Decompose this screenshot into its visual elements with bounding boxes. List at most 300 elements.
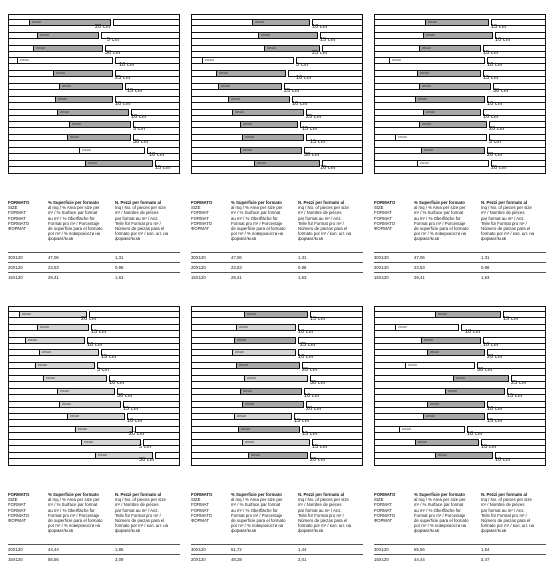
plank-background [374,96,417,103]
plank-background [191,362,238,369]
formato-header [374,200,395,231]
plank-tile [248,452,308,459]
plank-size-label: 15X120 [28,338,37,342]
pieces-cell: 1,63 [298,275,307,280]
plank-size-label: 30X120 [267,46,276,50]
header-line: FORMAT [191,507,209,513]
table-row [8,262,180,272]
plank-size-label: 30X120 [237,338,246,342]
plank-width-label: 10 cm [115,100,131,107]
plank-tile [43,375,107,382]
plank-size-label: 30X120 [235,110,244,114]
plank-size-label: 30X120 [221,85,230,88]
header-line: формат/м.кв [48,528,74,534]
plank-background [8,349,41,356]
plank-width-label: 5 cm [107,36,120,43]
header-line: Teile für Format pro m² / [115,220,161,226]
plank-width-label: 5 cm [133,126,146,133]
plank-size-label: 30X120 [243,389,252,393]
panel-top-left [8,14,180,174]
pieces-cell: 1,63 [115,275,124,280]
plank-size-label: 20X120 [235,351,244,355]
header-line: FORMATO [191,200,213,205]
plank-tile [53,70,113,77]
header-line: N. Pezzi per formato al [115,200,162,205]
header-line: FORMATO [8,200,30,205]
plank-width-label: 30 cm [117,392,133,399]
header-line: формат/м.кв [298,528,324,534]
header-line: par format au m² / Anz. [115,215,159,221]
plank-width-label: 25 cm [284,88,300,94]
percent-cell: 44,44 [414,557,425,562]
table-row [374,262,546,272]
values-table [191,544,363,564]
header-line: m² / Nombre de pièces [298,210,342,216]
plank-background [191,147,242,154]
plank-width-label: 10 cm [483,341,499,348]
plank-size-label: 30X120 [70,136,79,140]
plank-tile [399,426,465,433]
laying-pattern-diagram [8,14,180,174]
formato-header [8,492,29,523]
header-line: N. Pezzi per formato al [298,200,345,205]
header-line: par format au m² / Anz. [298,215,342,221]
plank-width-label: 30 cm [493,88,509,94]
header-line: FORMATO [8,492,30,497]
plank-tile [234,413,292,420]
header-line: % Superficie per formato [414,492,465,497]
plank-background [8,96,57,103]
pezzi-header [481,200,534,242]
format-cell: 20X120 [374,265,389,270]
plank-width-label: 15 cm [483,49,499,56]
plank-size-label: 30X120 [456,377,465,380]
plank-size-label: 15X120 [420,161,429,165]
format-cell: 15X120 [374,275,389,280]
plank-width-label: 30 cm [139,456,155,463]
header-line: m² / Nombre de pièces [481,210,525,216]
plank-tile [244,375,308,382]
header-line: SIZE [374,205,384,211]
plank-tile [59,401,121,408]
plank-size-label: 30X120 [245,402,254,406]
pieces-cell: 1,31 [298,255,307,260]
plank-tile [242,439,310,446]
plank-size-label: 30X120 [422,123,431,127]
header-line: FORMATO [374,492,396,497]
header-line: формат/м.кв [481,236,507,242]
header-line: FORMAT [374,507,392,513]
header-line: Format pro m² / Porcentaje [231,512,283,518]
plank-tile [419,45,481,52]
format-cell: 20X120 [8,265,23,270]
plank-width-label: 10 cm [119,62,135,69]
header-line: al mq / % Area per size per [414,205,466,211]
header-line: par format au m² / Anz. [115,507,159,513]
plank-width-label: 20 cm [302,367,318,374]
percent-cell: 29,41 [231,275,242,280]
plank-size-label: 20X120 [60,110,69,114]
plank-tile [37,32,99,39]
plank-tile [389,57,485,64]
plank-background [8,362,37,369]
plank-tile [236,362,300,369]
header-line: формат/м.кв [298,236,324,242]
plank-width-label: 25 cm [300,341,316,348]
percent-cell: 47,06 [414,255,425,260]
format-cell: 15X120 [374,557,389,562]
header-line: Número de piezas para el [298,226,348,232]
plank-width-label: 20 cm [489,126,505,133]
plank-width-label: 15 cm [481,444,497,450]
plank-width-label: 20 cm [487,354,503,361]
plank-tile [258,32,318,39]
plank-background [8,32,39,39]
plank-size-label: 20X120 [245,136,254,140]
plank-background [8,375,45,382]
plank-background [374,32,425,39]
plank-tile [234,337,296,344]
percent-cell: 44,44 [48,547,59,552]
plank-size-label: 30X120 [424,149,433,152]
header-line: Teile für Format pro m² / [298,220,344,226]
plank-background [191,70,218,77]
plank-width-label: 15 cm [155,164,171,171]
plank-size-label: 30X120 [261,33,270,37]
plank-background [191,337,236,344]
pieces-cell: 1,44 [298,547,307,552]
header-line: par format au m² / Anz. [481,215,525,221]
plank-background [8,426,77,433]
plank-size-label: 30X120 [251,453,260,457]
header-line: m² / Nombre de pièces [481,502,525,508]
header-line: al mq / % Area per size per [414,497,466,503]
plank-width-label: 10 cm [465,328,481,335]
header-line: de superficie para el formato [231,226,286,232]
plank-size-label: 30X120 [418,441,427,444]
plank-background [191,96,230,103]
superficie-header [414,492,468,534]
plank-tile [216,70,286,77]
header-line: de superficie para el formato [48,226,103,232]
plank-tile [79,147,145,154]
plank-width-label: 20 cm [491,164,507,171]
header-line: al mq / % Area per size per [231,205,283,211]
header-line: Teile für Format pro m² / [115,512,161,518]
header-line: SIZE [8,205,18,211]
plank-background [8,19,31,26]
header-line: de superficie para el formato [48,518,103,524]
header-line: mq / No. of pieces per size [481,205,532,211]
header-line: por m² / % поверхности на [231,523,284,529]
table-row [374,252,546,262]
percent-cell: 48,28 [231,557,242,562]
plank-background [374,375,455,382]
plank-size-label: 30X120 [438,453,447,457]
plank-width-label: 10 cm [296,75,312,82]
plank-background [8,388,59,395]
plank-width-label: 20 cm [81,316,97,322]
plank-tile [419,83,491,90]
header-line: Teile für Format pro m² / [481,512,527,518]
header-line: FORMATO [8,512,30,518]
plank-width-label: 5 cm [97,367,110,374]
plank-size-label: 30X120 [40,33,49,37]
plank-tile [395,324,459,331]
plank-size-label: 30X120 [430,402,439,406]
plank-background [191,388,242,395]
plank-background [191,324,238,331]
format-cell: 15X120 [8,557,23,562]
table-row [8,272,180,282]
header-line: mq / No. of pieces per size [115,205,166,211]
plank-size-label: 30X120 [422,85,431,88]
plank-tile [232,349,296,356]
plank-tile [55,96,113,103]
plank-background [8,452,97,459]
plank-tile [202,57,294,64]
plank-size-label: 20X120 [257,161,266,165]
plank-background [374,337,423,344]
plank-tile [242,134,304,141]
plank-width-label: 10 cm [298,354,314,361]
panel-top-right [374,14,546,174]
plank-width-label: 10 cm [292,100,308,107]
panel-bottom-left [8,306,180,466]
plank-background [374,311,437,318]
percent-cell: 23,53 [48,265,59,270]
plank-background [191,45,266,52]
plank-size-label: 20X120 [237,415,246,419]
pieces-cell: 1,31 [115,255,124,260]
plank-background [8,147,81,154]
header-line: FORMAT [8,210,26,216]
plank-size-label: 15X120 [46,377,55,380]
header-line: de superficie para el formato [414,518,469,524]
header-line: m² / % Surface par format [414,210,464,216]
formato-header [191,492,212,523]
plank-width-label: 20 cm [95,24,111,30]
plank-size-label: 30X120 [424,338,433,342]
header-line: N. Pezzi per formato al [298,492,345,497]
plank-background [374,362,407,369]
plank-width-label: 15 cm [310,316,326,322]
header-line: FORMAT [374,210,392,216]
plank-size-label: 15X120 [84,441,93,444]
header-line: FORMAT [8,507,26,513]
plank-size-label: 30X120 [239,364,248,368]
header-line: formato por m² / кол. шт. на [298,231,351,237]
plank-size-label: 15X120 [40,325,49,329]
header-line: Format pro m² / Porcentaje [48,220,100,226]
plank-tile [33,45,103,52]
header-line: mq / No. of pieces per size [115,497,166,503]
header-line: FORMATO [374,220,396,226]
format-cell: 20X120 [191,265,206,270]
header-line: mq / No. of pieces per size [298,205,349,211]
format-cell: 30X120 [8,255,23,260]
values-table [374,252,546,282]
plank-size-label: 30X120 [422,46,431,50]
table-row [8,252,180,262]
plank-background [191,134,244,141]
plank-tile [427,401,485,408]
plank-width-label: 10 cm [495,36,511,43]
header-line: al mq / % Area per size per [48,205,100,211]
plank-background [322,45,363,52]
header-line: ФОРМАТ [374,226,393,232]
table-row [191,272,363,282]
plank-width-label: 10 cm [487,62,503,69]
plank-background [374,134,397,141]
pezzi-header [298,200,351,242]
header-line: al mq / % Area per size per [48,497,100,503]
superficie-header [48,492,102,534]
plank-background [374,324,397,331]
plank-width-label: 15 cm [302,431,318,438]
header-line: m² / Nombre de pièces [115,502,159,508]
superficie-header [414,200,468,242]
format-cell: 15X120 [191,275,206,280]
pieces-cell: 0,98 [481,265,490,270]
plank-tile [425,19,489,26]
plank-background [374,439,417,446]
plank-background [374,160,419,167]
formato-header [191,200,212,231]
header-line: FORMATO [191,492,213,497]
plank-width-label: 15 cm [127,88,143,94]
plank-tile [254,160,320,167]
values-table [191,252,363,282]
header-line: au m² / % Oberfläche für [414,507,461,513]
plank-size-label: 15X120 [60,389,69,393]
header-line: FORMATO [191,512,213,518]
plank-background [191,160,256,167]
plank-background [191,452,250,459]
header-line: FORMATO [374,200,396,205]
plank-width-label: 15 cm [294,418,310,425]
plank-width-label: 30 cm [477,367,493,374]
pieces-cell: 1,31 [481,255,490,260]
plank-width-label: 15 cm [312,444,328,450]
header-line: FORMATO [8,220,30,226]
formato-header [374,492,395,523]
plank-background [8,324,39,331]
plank-size-label: 30X120 [448,389,457,393]
plank-width-label: 25 cm [312,49,328,56]
percent-cell: 23,53 [231,265,242,270]
percent-cell: 47,06 [48,255,59,260]
plank-tile [252,19,310,26]
plank-width-label: 20 cm [310,456,326,463]
plank-size-label: 30X120 [243,123,252,127]
plank-background [374,388,447,395]
header-line: формат/м.кв [115,236,141,242]
plank-width-label: 25 cm [511,380,527,386]
plank-tile [228,96,290,103]
table-row [191,554,363,564]
plank-tile [85,160,153,167]
plank-width-label: 5 cm [139,444,152,450]
plank-size-label: 15X120 [408,364,417,368]
plank-background [374,121,421,128]
plank-tile [435,311,501,318]
plank-background [8,134,69,141]
plank-background [374,19,427,26]
header-line: FORMAT [374,502,392,508]
header-line: Format pro m² / Porcentaje [414,220,466,226]
plank-width-label: 30 cm [310,380,326,386]
pieces-cell: 2,01 [298,557,307,562]
plank-tile [427,349,485,356]
format-cell: 30X120 [191,547,206,552]
plank-width-label: 15 cm [123,405,139,412]
header-line: ФОРМАТ [374,518,393,524]
table-row [8,544,180,554]
header-line: FORMATO [191,220,213,226]
header-line: por m² / % поверхности на [414,523,467,529]
header-line: por m² / % поверхности на [48,523,101,529]
header-line: Número de piezas para el [115,226,165,232]
plank-width-label: 15 cm [491,24,507,30]
plank-tile [242,401,304,408]
plank-width-label: 10 cm [487,100,503,107]
plank-tile [240,147,302,154]
header-line: FORMAT [191,215,209,221]
format-cell: 30X120 [374,255,389,260]
header-line: formato por m² / кол. шт. на [115,231,168,237]
plank-width-label: 15 cm [483,75,499,82]
plank-size-label: 30X120 [72,123,81,127]
plank-tile [395,134,487,141]
plank-size-label: 20X120 [32,21,41,24]
header-line: m² / % Surface par format [48,210,98,216]
plank-tile [57,388,115,395]
header-line: формат/м.кв [231,528,257,534]
plank-size-label: 15X120 [98,453,107,457]
plank-width-label: 15 cm [302,126,318,133]
header-line: al mq / % Area per size per [231,497,283,503]
plank-background [191,439,244,446]
plank-tile [17,57,113,64]
pieces-cell: 0,98 [298,265,307,270]
pieces-cell: 1,54 [481,547,490,552]
plank-width-label: 20 cm [129,431,145,438]
header-line: Número de piezas para el [298,518,348,524]
header-line: mq / No. of pieces per size [481,497,532,503]
header-line: ФОРМАТ [191,518,210,524]
plank-size-label: 15X120 [398,136,407,140]
header-line: формат/м.кв [115,528,141,534]
plank-size-label: 15X120 [205,59,214,63]
plank-width-label: 15 cm [507,392,523,399]
pezzi-header [481,492,534,534]
header-line: de superficie para el formato [414,226,469,232]
plank-tile [453,375,509,382]
plank-size-label: 15X120 [38,364,47,368]
laying-pattern-diagram [191,14,363,174]
panel-bottom-center [191,306,363,466]
header-line: % Superficie per formato [48,492,99,497]
plank-size-label: 20X120 [243,149,252,152]
header-line: формат/м.кв [414,528,440,534]
percent-cell: 55,56 [414,547,425,552]
header-line: формат/м.кв [414,236,440,242]
plank-width-label: 10 cm [87,341,103,348]
header-line: Teile für Format pro m² / [298,512,344,518]
plank-background [191,32,260,39]
header-line: por m² / % поверхности на [414,231,467,237]
